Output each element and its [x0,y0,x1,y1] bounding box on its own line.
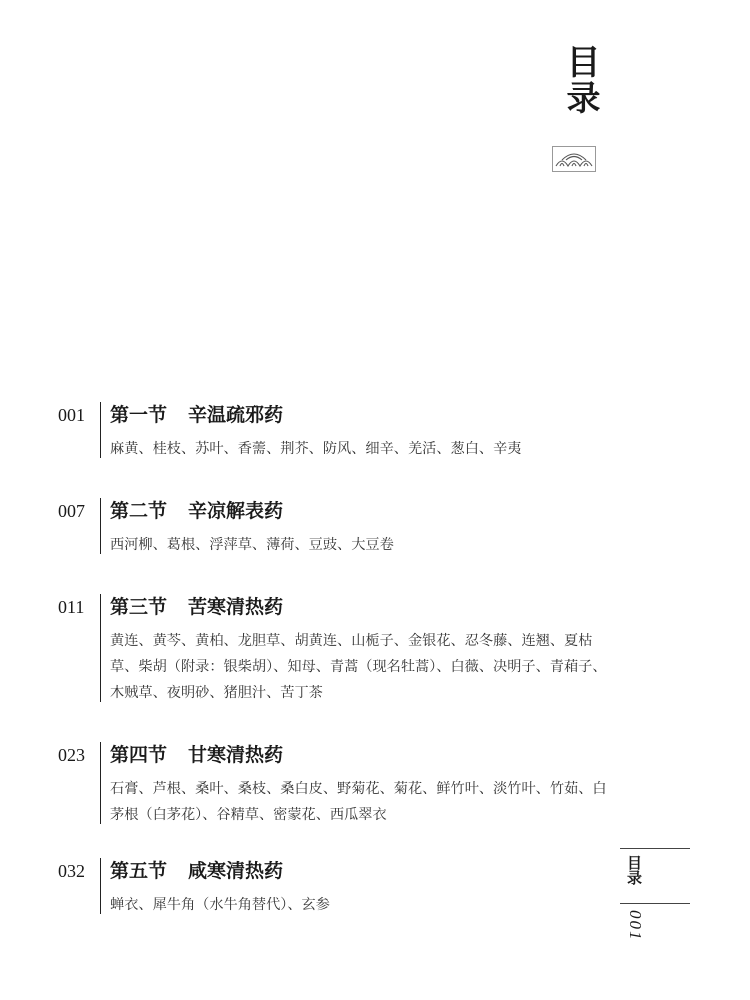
toc-divider [100,594,101,702]
toc-section-title: 咸寒清热药 [188,860,284,882]
toc-herb-list: 麻黄、桂枝、苏叶、香薷、荆芥、防风、细辛、羌活、葱白、辛夷 [110,441,522,457]
toc-heading [110,594,283,620]
page-number: 001 [626,910,645,942]
toc-section-label: 第二节 [110,500,168,522]
toc-section-title: 苦寒清热药 [188,596,284,618]
toc-page-number: 011 [58,597,85,617]
toc-section-title: 甘寒清热药 [188,744,284,766]
toc-herb-list: 西河柳、葛根、浮萍草、薄荷、豆豉、大豆卷 [110,537,394,553]
toc-section-title: 辛凉解表药 [188,500,284,522]
side-tab-title: 目录 [625,855,643,885]
toc-entry[interactable] [58,854,618,924]
toc-heading [110,498,283,524]
toc-divider [100,498,101,554]
toc-divider [100,858,101,914]
toc-page-number: 023 [58,745,85,765]
toc-page-number: 007 [58,501,85,521]
toc-entry[interactable] [58,590,618,710]
toc-section-title: 辛温疏邪药 [188,404,284,426]
toc-heading [110,402,283,428]
toc-page-number: 032 [58,861,85,881]
toc-section-label: 第五节 [110,860,168,882]
toc-entry[interactable] [58,738,618,832]
toc-heading [110,742,283,768]
toc-herb-list: 黄连、黄芩、黄柏、龙胆草、胡黄连、山栀子、金银花、忍冬藤、连翘、夏枯草、柴胡（附录：银柴胡）、知母、青蒿（现名牡蒿）、白薇、决明子、青葙子、木贼草、夜明砂、猪胆汁、苦丁茶 [110,633,607,701]
toc-herb-list: 蝉衣、犀牛角（水牛角替代）、玄参 [110,897,330,913]
side-section-tab [620,848,690,904]
toc-entry[interactable] [58,398,618,468]
toc-heading [110,858,283,884]
toc-herb-list: 石膏、芦根、桑叶、桑枝、桑白皮、野菊花、菊花、鲜竹叶、淡竹叶、竹茹、白茅根（白茅花）、谷精草、密蒙花、西瓜翠衣 [110,781,607,823]
toc-entry[interactable] [58,494,618,564]
toc-section-label: 第三节 [110,596,168,618]
toc-section-label: 第一节 [110,404,168,426]
toc-divider [100,742,101,824]
wave-cloud-ornament-icon [552,146,596,172]
toc-page-number: 001 [58,405,85,425]
toc-section-label: 第四节 [110,744,168,766]
toc-divider [100,402,101,458]
page-title: 目录 [560,44,600,116]
